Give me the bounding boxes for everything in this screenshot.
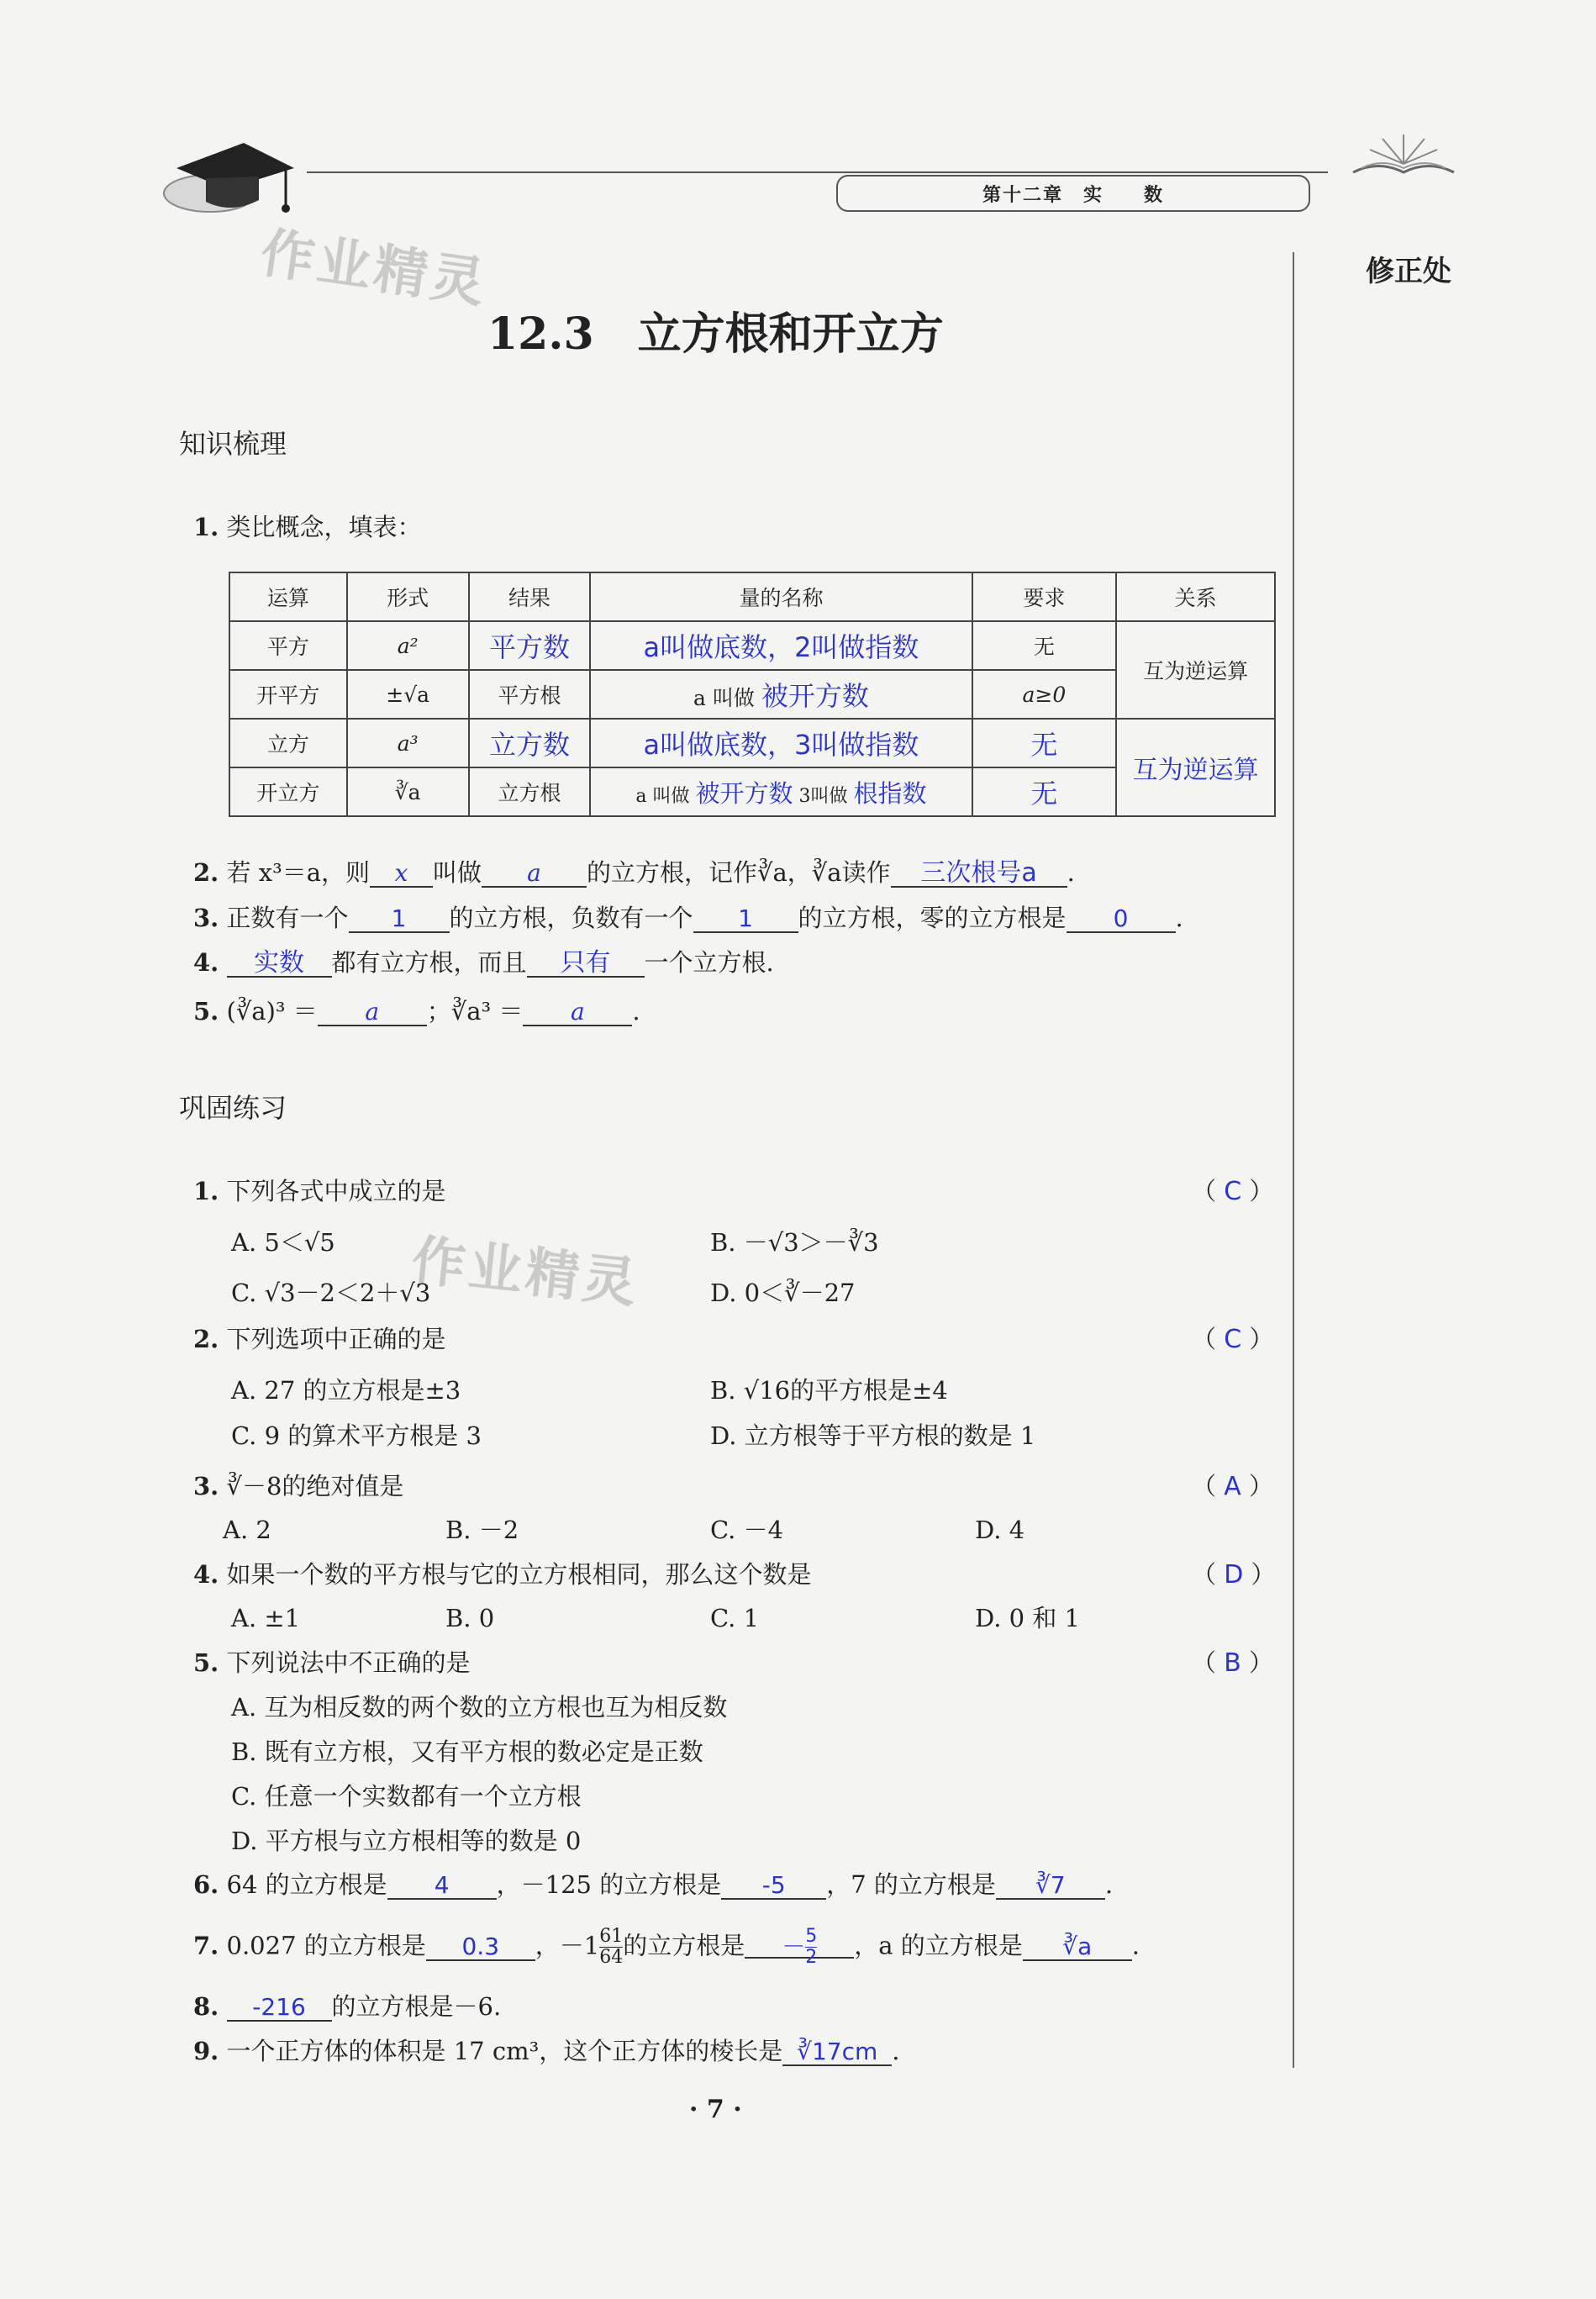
question-text: 若 x³＝a，则 (226, 858, 370, 887)
answer-text: 1 (391, 904, 407, 932)
question-p5 (193, 1646, 471, 1679)
fraction-numerator: 61 (599, 1926, 624, 1947)
relation-cell (1116, 719, 1275, 816)
name-cell (590, 767, 972, 816)
answer-blank (426, 1929, 535, 1961)
revision-label: 修正处 (1366, 255, 1451, 288)
answer-bracket: （ D ） (1192, 1560, 1276, 1590)
question-text: ∛－8的绝对值是 (226, 1472, 404, 1500)
answer-text: 0.3 (461, 1932, 500, 1960)
answer-text: a (527, 859, 541, 887)
question-text: . (632, 997, 640, 1026)
question-text: 64 的立方根是 (226, 1870, 387, 1899)
question-text: ，－125 的立方根是 (496, 1870, 722, 1899)
answer-blank (1023, 1929, 1132, 1961)
table-row (229, 621, 1275, 670)
answer-bracket: （ B ） (1192, 1648, 1274, 1678)
op-cell: 开立方 (229, 767, 347, 816)
question-k2 (193, 856, 1075, 889)
answer-bracket: （ C ） (1192, 1177, 1274, 1206)
header-cell: 形式 (347, 572, 469, 621)
answer-name: a叫做底数，3叫做指数 (643, 729, 919, 761)
question-text: 的立方根，零的立方根是 (798, 904, 1067, 932)
question-number: 5. (193, 997, 219, 1026)
question-number: 7. (193, 1931, 219, 1960)
option: D. 4 (975, 1516, 1025, 1544)
answer-bracket: （ A ） (1192, 1472, 1273, 1501)
option: A. 5＜√5 (231, 1228, 335, 1257)
form-cell: a² (347, 621, 469, 670)
answer-name: 被开方数 (695, 778, 793, 808)
section-knowledge: 知识梳理 (179, 428, 287, 460)
question-k5 (193, 994, 640, 1028)
name-prefix: 3叫做 (798, 785, 848, 807)
question-text: ，a 的立方根是 (854, 1931, 1023, 1960)
question-text: 正数有一个 (226, 904, 349, 932)
page-title: 12.3 立方根和开立方 (487, 308, 944, 360)
answer-blank (227, 1990, 332, 2022)
answer-fraction (782, 1926, 818, 1968)
op-cell: 开平方 (229, 670, 347, 719)
answer-text: a (571, 998, 585, 1026)
option: A. 27 的立方根是±3 (231, 1376, 461, 1405)
question-text: . (892, 2037, 900, 2065)
answer-blank (227, 946, 332, 978)
answer-blank (370, 856, 433, 888)
question-text: . (1175, 904, 1183, 932)
answer-result: 平方数 (488, 631, 570, 663)
page-number: · 7 · (689, 2095, 742, 2124)
question-number: 5. (193, 1648, 219, 1677)
question-text: 下列各式中成立的是 (226, 1177, 446, 1205)
question-text: 如果一个数的平方根与它的立方根相同，那么这个数是 (226, 1560, 812, 1589)
concept-table (229, 572, 1276, 817)
question-p2 (193, 1322, 446, 1356)
question-p9 (193, 2034, 899, 2068)
question-number: 9. (193, 2037, 219, 2065)
question-p4 (193, 1558, 812, 1591)
answer-blank (721, 1868, 826, 1900)
question-number: 6. (193, 1870, 219, 1899)
option: B. √16的平方根是±4 (710, 1376, 948, 1405)
fraction-denominator: 2 (805, 1947, 818, 1968)
option: B. －2 (445, 1516, 519, 1544)
answer-text: 三次根号a (920, 858, 1037, 888)
option: B. －√3＞－∛3 (710, 1228, 879, 1257)
req-cell (972, 767, 1117, 816)
answer-text: x (394, 859, 408, 887)
answer-text: ∛7 (1035, 1871, 1066, 1899)
question-number: 8. (193, 1992, 219, 2021)
req-cell: a≥0 (972, 670, 1117, 719)
op-cell: 立方 (229, 719, 347, 767)
question-number: 1. (193, 513, 219, 541)
fraction-denominator: 64 (599, 1947, 624, 1968)
option: D. 0＜∛－27 (710, 1279, 856, 1307)
header-cell: 要求 (972, 572, 1117, 621)
table-row (229, 719, 1275, 767)
result-cell (469, 719, 591, 767)
option: D. 立方根等于平方根的数是 1 (710, 1421, 1036, 1450)
name-prefix: a 叫做 (693, 686, 755, 710)
watermark: 作业精灵 (408, 1229, 643, 1316)
question-k3 (193, 901, 1183, 935)
req-cell (972, 719, 1117, 767)
question-text: 叫做 (433, 858, 482, 887)
answer-name: a叫做底数，2叫做指数 (643, 631, 919, 663)
question-text: ，－1 (535, 1931, 600, 1960)
choice-answer: D (1224, 1560, 1244, 1590)
answer-text: -5 (761, 1871, 786, 1899)
question-k4 (193, 946, 774, 979)
answer-blank (745, 1926, 854, 1968)
option: A. 互为相反数的两个数的立方根也互为相反数 (231, 1693, 728, 1722)
name-cell (590, 621, 972, 670)
chapter-banner (836, 175, 1310, 212)
header-rule (307, 171, 1328, 173)
option: B. 既有立方根，又有平方根的数必定是正数 (231, 1737, 703, 1766)
margin-rule (1293, 252, 1294, 2068)
question-k1 (193, 510, 422, 544)
answer-text: 实数 (254, 948, 304, 978)
answer-blank (523, 994, 632, 1026)
choice-answer: C (1224, 1177, 1242, 1206)
answer-text: ∛17cm (797, 2038, 878, 2065)
question-text: . (1104, 1870, 1114, 1899)
graduation-cap-icon (160, 118, 303, 219)
question-number: 4. (193, 1560, 219, 1589)
question-number: 3. (193, 904, 219, 932)
answer-req: 无 (1030, 729, 1058, 761)
answer-text: 0 (1113, 904, 1129, 932)
question-number: 4. (193, 948, 219, 977)
answer-text: 4 (434, 1871, 450, 1899)
answer-blank (693, 901, 798, 933)
header-cell: 关系 (1116, 572, 1275, 621)
req-cell: 无 (972, 621, 1117, 670)
open-book-icon (1345, 126, 1462, 185)
header-cell: 结果 (469, 572, 591, 621)
result-cell: 平方根 (469, 670, 591, 719)
op-cell: 平方 (229, 621, 347, 670)
question-text: 的立方根是－6. (331, 1992, 502, 2021)
chapter-title: 第十二章 实 数 (982, 184, 1164, 206)
relation-cell: 互为逆运算 (1116, 621, 1275, 719)
name-cell (590, 670, 972, 719)
question-text: 的立方根，记作∛a，∛a读作 (587, 858, 891, 887)
question-p6 (193, 1868, 1113, 1901)
question-text: (∛a)³ ＝ (226, 997, 318, 1026)
answer-blank (387, 1868, 497, 1900)
fraction (599, 1927, 623, 1968)
form-cell: ±√a (347, 670, 469, 719)
question-text: ；∛a³ ＝ (426, 997, 524, 1026)
answer-relation: 互为逆运算 (1132, 756, 1259, 785)
answer-result: 立方数 (488, 729, 570, 761)
question-p1 (193, 1174, 446, 1208)
answer-text: -216 (252, 1993, 306, 2021)
answer-text: ∛a (1062, 1932, 1093, 1960)
question-text: 一个立方根. (644, 948, 774, 977)
option: B. 0 (445, 1604, 495, 1632)
question-text: 都有立方根，而且 (331, 948, 527, 977)
question-text: 的立方根，负数有一个 (449, 904, 693, 932)
answer-req: 无 (1030, 778, 1058, 809)
question-text: . (1067, 858, 1075, 887)
answer-blank (891, 856, 1067, 888)
name-prefix: a 叫做 (635, 785, 690, 807)
choice-answer: C (1224, 1325, 1242, 1354)
question-number: 3. (193, 1472, 219, 1500)
answer-blank (482, 856, 587, 888)
option: C. √3－2＜2＋√3 (231, 1279, 431, 1307)
option: C. 9 的算术平方根是 3 (231, 1421, 482, 1450)
answer-blank (996, 1868, 1105, 1900)
answer-blank (782, 2034, 892, 2066)
question-text: 下列选项中正确的是 (226, 1325, 446, 1353)
fraction-numerator: 5 (805, 1926, 818, 1947)
choice-answer: B (1224, 1648, 1241, 1678)
watermark: 作业精灵 (256, 222, 492, 316)
question-number: 1. (193, 1177, 219, 1205)
question-text: 类比概念，填表： (226, 513, 422, 541)
option: D. 平方根与立方根相等的数是 0 (231, 1827, 582, 1855)
answer-blank (349, 901, 450, 933)
answer-blank (527, 946, 645, 978)
answer-blank (1067, 901, 1176, 933)
result-cell: 立方根 (469, 767, 591, 816)
section-practice: 巩固练习 (179, 1092, 287, 1124)
answer-name: 根指数 (853, 778, 927, 808)
answer-name: 被开方数 (761, 680, 869, 712)
answer-bracket: （ C ） (1192, 1325, 1274, 1354)
header-cell: 运算 (229, 572, 347, 621)
question-p7 (193, 1927, 1140, 1968)
question-number: 2. (193, 858, 219, 887)
answer-text: a (365, 998, 380, 1026)
question-text: 的立方根是 (623, 1931, 745, 1960)
header-cell: 量的名称 (590, 572, 972, 621)
form-cell: a³ (347, 719, 469, 767)
answer-text: 只有 (560, 948, 611, 978)
question-text: 下列说法中不正确的是 (226, 1648, 471, 1677)
question-text: . (1131, 1931, 1140, 1960)
option: A. ±1 (231, 1604, 301, 1632)
option: C. －4 (710, 1516, 784, 1544)
question-number: 2. (193, 1325, 219, 1353)
answer-blank (318, 994, 427, 1026)
result-cell (469, 621, 591, 670)
question-text: 0.027 的立方根是 (226, 1931, 426, 1960)
question-p3 (193, 1469, 403, 1503)
answer-text: 1 (738, 904, 753, 932)
question-text: ，7 的立方根是 (826, 1870, 996, 1899)
option: D. 0 和 1 (975, 1604, 1080, 1632)
question-p8 (193, 1990, 501, 2023)
name-cell (590, 719, 972, 767)
answer-sign: － (782, 1932, 806, 1960)
table-header-row (229, 572, 1275, 621)
option: C. 任意一个实数都有一个立方根 (231, 1782, 582, 1811)
option: A. 2 (223, 1516, 271, 1544)
choice-answer: A (1224, 1472, 1241, 1501)
form-cell: ∛a (347, 767, 469, 816)
question-text: 一个正方体的体积是 17 cm³，这个正方体的棱长是 (226, 2037, 783, 2065)
option: C. 1 (710, 1604, 760, 1632)
